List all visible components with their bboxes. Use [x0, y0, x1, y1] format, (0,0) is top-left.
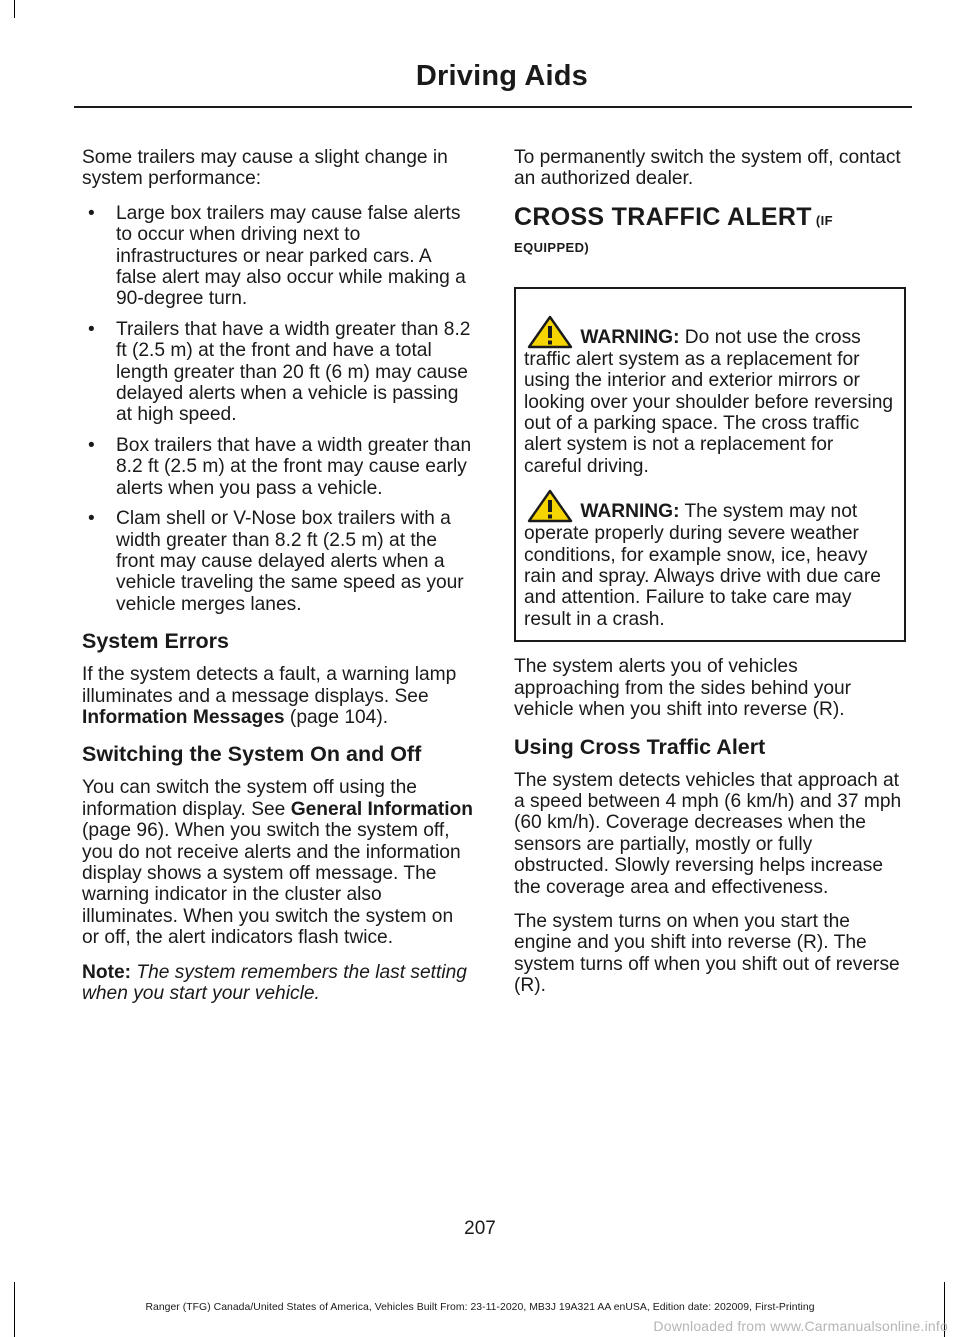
using-cta-p2: The system turns on when you start the engine and you shift into reverse (R). The system turns off when you shift out of reverse (R). [514, 910, 900, 997]
page-title: Driving Aids [415, 60, 588, 92]
warning-box [514, 287, 906, 642]
list-item: • Box trailers that have a width greater than 8.2 ft (2.5 m) at the front may cause early alerts when you pass a vehicle. [88, 434, 472, 499]
note-label: Note: [82, 961, 132, 983]
section-heading: CROSS TRAFFIC ALERT (IF EQUIPPED) [514, 202, 833, 255]
note-text: The system remembers the last setting when you start your vehicle. [82, 961, 467, 1004]
section-title: CROSS TRAFFIC ALERT [514, 202, 812, 231]
list-item: • Trailers that have a width greater than 8.2 ft (2.5 m) at the front and have a total length greater than 20 ft (6 m) may cause delayed alerts when a vehicle is passing at high speed. [88, 318, 471, 426]
bullet-mark: • [88, 508, 95, 530]
list-item: • Large box trailers may cause false alerts to occur when driving next to infrastructures or near parked cars. A false alert may also occur while making a 90-degree turn. [88, 202, 466, 310]
using-cta-heading: Using Cross Traffic Alert [514, 734, 766, 759]
warning-label: WARNING: [580, 326, 680, 348]
warning-triangle-icon [527, 315, 573, 349]
permanent-off-text: To permanently switch the system off, contact an authorized dealer. [514, 147, 901, 190]
system-errors-heading: System Errors [82, 629, 229, 654]
watermark: Downloaded from www.Carmanualsonline.info [653, 1318, 948, 1334]
section-title-suffix: EQUIPPED) [514, 239, 590, 255]
system-errors-text: If the system detects a fault, a warning lamp illuminates and a message displays. See Information Messages (page 104). [82, 664, 457, 728]
alerts-text: The system alerts you of vehicles approaching from the sides behind your vehicle when you shift into reverse (R). [514, 656, 852, 721]
using-cta-p1: The system detects vehicles that approach at a speed between 4 mph (6 km/h) and 37 mph (60 km/h). Coverage decreases when the sensors are partially, mostly or fully obstructed. Slowly reversing helps increase the coverage area and effectiveness. [514, 769, 902, 898]
switching-text: You can switch the system off using the information display. See General Information (page 96). When you switch the system off, you do not receive alerts and the information display shows a system off message. The warning indicator in the cluster also illuminates. When you switch the system on or off, the alert indicators flash twice. [82, 777, 473, 949]
trailer-bullet-list [82, 203, 474, 615]
warning-triangle-icon [527, 489, 573, 523]
header-divider [74, 106, 912, 108]
warning-2: WARNING: The system may not operate properly during severe weather conditions, for example snow, ice, heavy rain and spray. Always drive with due care and attention. Failure to take care may result in a crash. [524, 489, 896, 630]
note [82, 962, 474, 1005]
right-column [514, 147, 906, 1010]
bullet-mark: • [88, 434, 95, 456]
warning-1: WARNING: Do not use the cross traffic alert system as a replacement for using the interior and exterior mirrors or looking over your shoulder before reversing out of a parking space. The cross traffic alert system is not a replacement for careful driving. [524, 315, 896, 477]
left-column [82, 147, 474, 1017]
footer-edition: Ranger (TFG) Canada/United States of America, Vehicles Built From: 23-11-2020, MB3J 19A321 AA enUSA, Edition date: 202009, First-Printing [145, 1302, 815, 1313]
bullet-mark: • [88, 202, 95, 224]
bullet-mark: • [88, 318, 95, 340]
warning-label: WARNING: [580, 501, 680, 523]
list-item: • Clam shell or V-Nose box trailers with a width greater than 8.2 ft (2.5 m) at the front may cause delayed alerts when a vehicle traveling the same speed as your vehicle merges lanes. [88, 508, 464, 615]
trailer-intro: Some trailers may cause a slight change in system performance: [82, 147, 448, 190]
general-information-link[interactable]: General Information [290, 798, 473, 820]
page-number: 207 [464, 1218, 496, 1239]
crop-mark-top-left [14, 0, 15, 18]
switching-heading: Switching the System On and Off [82, 742, 422, 767]
information-messages-link[interactable]: Information Messages [82, 706, 285, 728]
